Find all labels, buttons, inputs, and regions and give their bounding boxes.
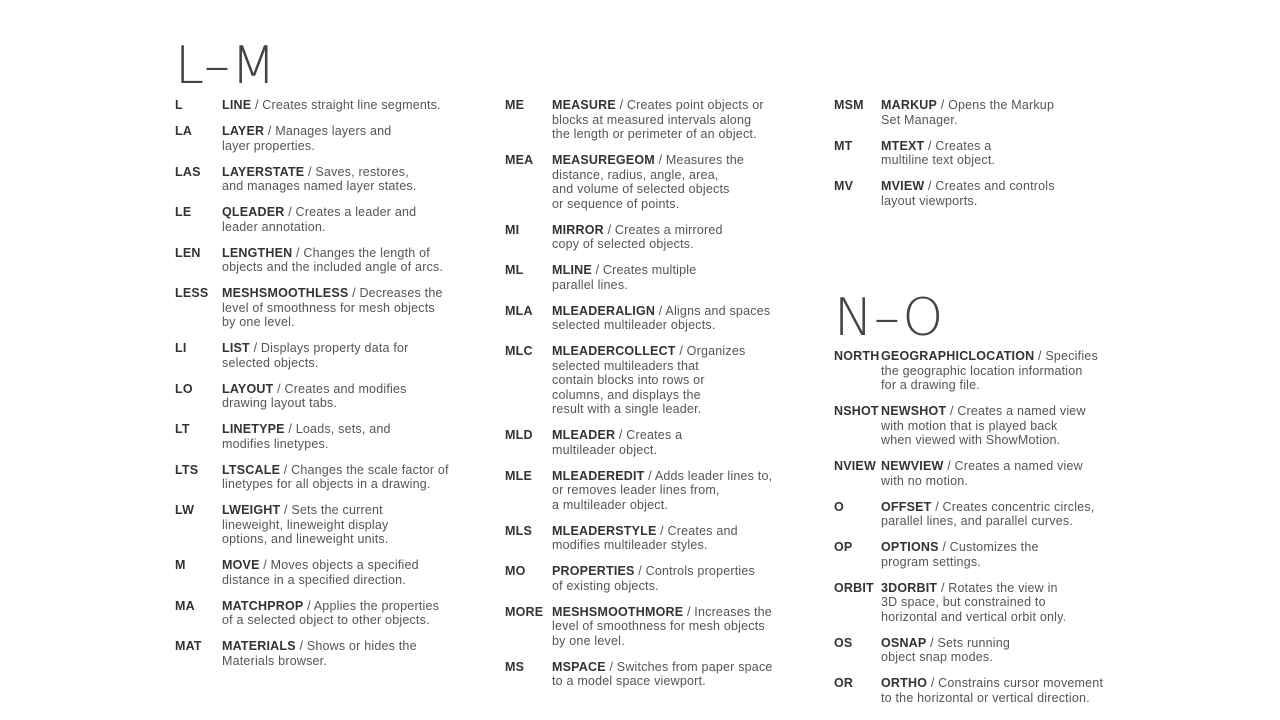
command-description: / Shows or hides the Materials browser. [222,639,417,668]
command-entry [175,246,475,275]
command-description: / Changes the length of objects and the included angle of arcs. [222,245,444,274]
command-entry [175,422,475,451]
command-description-block [552,98,805,142]
command-entry [175,341,475,370]
command-description-block [552,428,805,457]
command-alias: LT [175,422,190,436]
command-name: MTEXT [881,138,925,153]
command-description: / Creates a multiline text object. [881,138,996,167]
section-title-l-m: L–M [175,36,277,96]
command-name: MVIEW [881,179,925,193]
command-alias: ORBIT [834,580,874,595]
command-description-block [222,558,475,587]
command-description: / Manages layers and layer properties. [222,124,392,153]
command-description: / Rotates the view in 3D space, but constrained to horizontal and vertical orbit only. [881,580,1067,624]
command-name: MATERIALS [222,639,296,653]
command-description: / Specifies the geographic location information for a drawing file. [881,349,1098,392]
command-name: MESHSMOOTHMORE [552,604,684,619]
command-description-block [222,165,475,194]
command-name: ORTHO [881,676,928,690]
command-alias: MT [834,138,853,153]
command-alias: NSHOT [834,404,879,418]
command-description: / Creates concentric circles, parallel lines, and parallel curves. [881,499,1095,528]
command-entry [505,564,805,593]
command-name: MARKUP [881,98,938,112]
command-description-block [222,98,475,113]
command-name: MLEADERSTYLE [552,523,657,538]
command-alias: LI [175,341,187,355]
command-name: MSPACE [552,659,606,674]
command-name: OPTIONS [881,540,939,554]
command-description-block [881,179,1134,208]
command-description: / Creates multiple parallel lines. [552,263,697,292]
command-name: MLEADEREDIT [552,468,645,483]
command-alias: MEA [505,153,534,167]
command-description: / Creates a mirrored copy of selected objects. [552,222,723,251]
command-description-block [881,404,1134,448]
command-description-block [552,469,805,513]
command-description-block [552,605,805,649]
command-alias: ML [505,263,524,277]
command-description: / Creates a named view with no motion. [881,459,1083,488]
command-alias: LE [175,205,192,219]
command-entry [175,463,475,492]
command-description-block [222,422,475,451]
command-description: / Changes the scale factor of linetypes for all objects in a drawing. [222,462,449,491]
command-entry [834,98,1134,127]
command-alias: MLA [505,303,533,318]
command-entry [834,500,1134,529]
command-alias: LEN [175,245,201,260]
command-entry [505,428,805,457]
command-entry [175,98,475,113]
command-entry [505,304,805,333]
command-alias: MAT [175,639,202,653]
command-description: / Creates a leader and leader annotation. [222,205,417,234]
command-alias: MLC [505,344,533,358]
command-name: LENGTHEN [222,245,293,260]
column-1 [175,98,475,680]
command-name: MIRROR [552,222,604,237]
command-alias: LA [175,124,193,138]
command-entry [505,263,805,292]
command-entry [175,599,475,628]
column-3-n-o [834,349,1134,717]
command-description-block [222,382,475,411]
command-name: MEASUREGEOM [552,153,655,167]
command-description: / Controls properties of existing objects. [552,564,755,593]
command-name: NEWVIEW [881,459,944,473]
command-description: / Loads, sets, and modifies linetypes. [222,422,391,451]
command-description-block [552,304,805,333]
command-description: / Applies the properties of a selected object to other objects. [222,598,440,627]
command-entry [505,524,805,553]
command-entry [834,581,1134,625]
command-entry [175,205,475,234]
command-description: / Sets the current lineweight, lineweight display options, and lineweight units. [222,503,389,546]
command-entry [505,469,805,513]
command-alias: NVIEW [834,459,876,473]
command-entry [175,286,475,330]
command-name: LAYOUT [222,381,274,396]
command-name: MLEADER [552,428,616,442]
command-alias: MORE [505,604,544,619]
command-name: LTSCALE [222,462,281,477]
command-name: LAYERSTATE [222,164,305,179]
command-name: MEASURE [552,98,616,112]
command-description: / Decreases the level of smoothness for mesh objects by one level. [222,286,443,329]
command-description-block [552,223,805,252]
command-alias: LO [175,381,193,396]
command-name: LWEIGHT [222,503,281,517]
command-alias: MSM [834,98,864,112]
command-entry [175,639,475,668]
command-description-block [222,124,475,153]
command-description: / Customizes the program settings. [881,540,1039,569]
command-alias: OR [834,676,854,690]
command-description: / Adds leader lines to, or removes leader lines from, a multileader object. [552,468,773,512]
command-description-block [881,349,1134,393]
command-entry [505,153,805,211]
command-entry [175,558,475,587]
command-entry [175,165,475,194]
command-description: / Creates a multileader object. [552,428,683,457]
command-name: MESHSMOOTHLESS [222,286,349,300]
command-alias: O [834,499,844,514]
command-alias: MLD [505,428,533,442]
command-name: OSNAP [881,635,927,650]
command-description: / Measures the distance, radius, angle, area, and volume of selected objects or sequence of points. [552,153,745,211]
column-2 [505,98,805,700]
command-description-block [881,581,1134,625]
command-name: MATCHPROP [222,598,304,613]
command-description: / Creates and modifies drawing layout tabs. [222,381,407,410]
command-alias: MS [505,659,525,674]
command-description-block [881,540,1134,569]
command-name: NEWSHOT [881,404,947,418]
command-alias: LW [175,503,195,517]
command-description-block [552,564,805,593]
command-description: / Displays property data for selected objects. [222,341,409,370]
command-name: LIST [222,341,250,355]
command-description-block [552,660,805,689]
command-entry [505,98,805,142]
command-entry [834,540,1134,569]
command-name: MLINE [552,263,592,277]
command-alias: M [175,558,186,572]
command-name: LINE [222,98,252,112]
command-description: / Opens the Markup Set Manager. [881,98,1055,127]
command-entry [505,344,805,417]
column-3-m [834,98,1134,220]
command-name: GEOGRAPHICLOCATION [881,349,1035,363]
command-description: / Creates point objects or blocks at measured intervals along the length or perimeter of an object. [552,98,764,141]
command-entry [834,139,1134,168]
command-description: / Creates straight line segments. [251,98,441,112]
command-description: / Moves objects a specified distance in a specified direction. [222,558,419,587]
command-description: / Constrains cursor movement to the horizontal or vertical direction. [881,676,1104,705]
command-alias: MV [834,179,854,193]
command-name: LINETYPE [222,422,285,436]
section-title-n-o: N–O [834,288,945,348]
command-description-block [881,636,1134,665]
command-name: MLEADERCOLLECT [552,344,676,358]
command-entry [505,223,805,252]
command-entry [175,503,475,547]
command-name: LAYER [222,124,265,138]
command-entry [834,676,1134,705]
command-description-block [881,676,1134,705]
command-alias: L [175,98,183,112]
command-alias: OP [834,540,853,554]
command-description-block [881,98,1134,127]
command-description-block [552,524,805,553]
command-entry [505,660,805,689]
command-alias: NORTH [834,349,880,363]
command-entry [505,605,805,649]
command-entry [834,349,1134,393]
command-description: / Creates and controls layout viewports. [881,179,1055,208]
command-description: / Sets running object snap modes. [881,635,1011,664]
command-description-block [222,463,475,492]
command-description-block [881,459,1134,488]
command-description-block [222,503,475,547]
command-description-block [222,639,475,668]
command-description-block [222,286,475,330]
command-entry [834,404,1134,448]
command-alias: MA [175,598,195,613]
command-alias: MI [505,222,520,237]
command-alias: LTS [175,462,199,477]
command-description-block [222,341,475,370]
command-description: / Switches from paper space to a model space viewport. [552,659,773,688]
command-description: / Creates and modifies multileader styles. [552,523,738,552]
command-description-block [552,263,805,292]
command-name: QLEADER [222,205,285,219]
command-description: / Organizes selected multileaders that contain blocks into rows or columns, and displays the result with a single leader. [552,344,746,416]
command-entry [175,124,475,153]
command-description-block [222,205,475,234]
command-description-block [222,599,475,628]
command-description-block [552,153,805,211]
command-alias: OS [834,635,853,650]
command-description: / Saves, restores, and manages named layer states. [222,164,417,193]
command-name: PROPERTIES [552,564,635,578]
command-alias: LESS [175,286,209,300]
command-alias: ME [505,98,525,112]
command-description-block [222,246,475,275]
command-description-block [552,344,805,417]
command-description: / Increases the level of smoothness for mesh objects by one level. [552,604,772,648]
command-alias: MO [505,564,526,578]
command-alias: MLS [505,523,532,538]
command-entry [834,636,1134,665]
command-description: / Creates a named view with motion that is played back when viewed with ShowMotion. [881,404,1086,447]
command-name: MLEADERALIGN [552,303,656,318]
command-entry [175,382,475,411]
command-alias: LAS [175,164,201,179]
command-description-block [881,139,1134,168]
command-description: / Aligns and spaces selected multileader objects. [552,303,771,332]
command-entry [834,179,1134,208]
command-entry [834,459,1134,488]
command-alias: MLE [505,468,532,483]
command-name: 3DORBIT [881,580,938,595]
command-description-block [881,500,1134,529]
command-name: OFFSET [881,499,932,514]
command-name: MOVE [222,558,260,572]
